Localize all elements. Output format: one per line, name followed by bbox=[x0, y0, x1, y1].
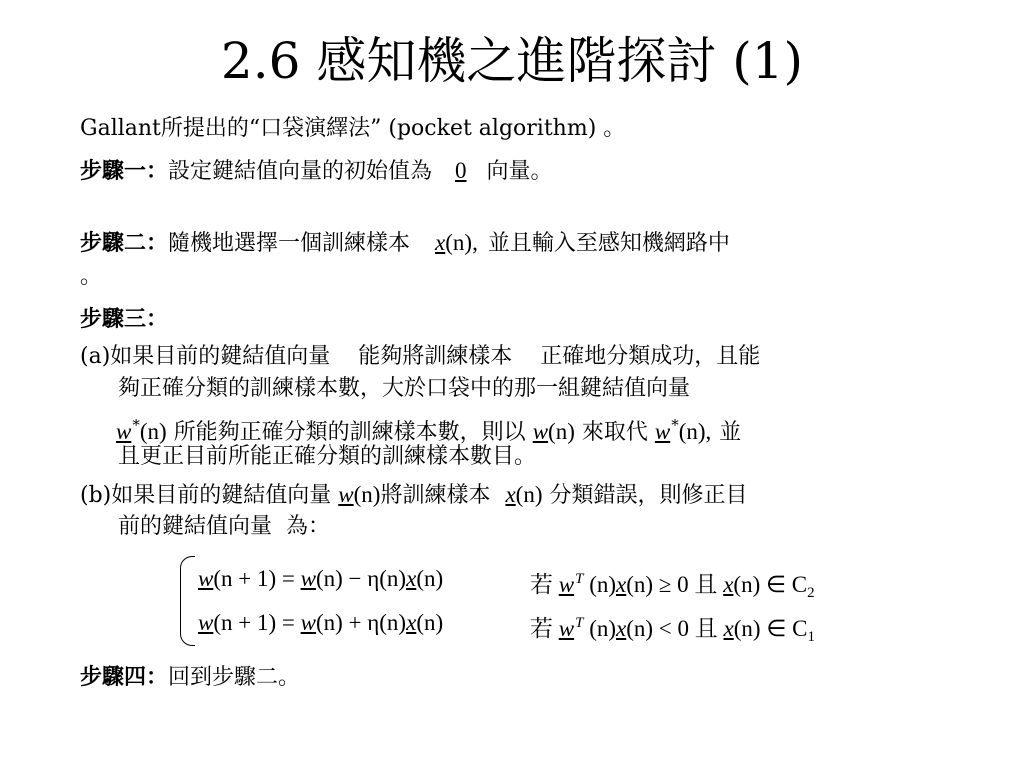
eq2-lhs: (n + 1) = bbox=[213, 610, 301, 635]
eq2-wT: w bbox=[558, 616, 575, 641]
step3a-text1: 如果目前的鍵結值向量 能夠將訓練樣本 正確地分類成功，且能 bbox=[110, 344, 761, 369]
step1-tail: 向量。 bbox=[486, 159, 553, 184]
step2-tail: 並且輸入至感知機網路中 bbox=[487, 231, 730, 256]
pocket-w: w bbox=[116, 419, 132, 444]
eq1-x-arg: (n) bbox=[416, 566, 444, 591]
step2-text: 隨機地選擇一個訓練樣本 bbox=[168, 231, 411, 256]
eq1-class-sub: 2 bbox=[807, 585, 815, 601]
eq2-condition bbox=[530, 608, 815, 652]
step3b-line2 bbox=[118, 512, 330, 542]
step3b-text1: 如果目前的鍵結值向量 bbox=[111, 483, 332, 508]
step1-line bbox=[80, 156, 553, 187]
step4-text: 回到步驟二。 bbox=[168, 665, 301, 690]
eq1-lhs: (n + 1) = bbox=[213, 566, 301, 591]
step3a-line1 bbox=[80, 342, 760, 372]
step3b-text2: 將訓練樣本 bbox=[380, 483, 491, 508]
b-x: x bbox=[505, 482, 516, 507]
step3b-text3: 分類錯誤，則修正目 bbox=[549, 483, 748, 508]
step3a-mid2: 來取代 bbox=[581, 420, 648, 445]
eq2-x3: x bbox=[723, 616, 734, 641]
step3-label: 步驟三： bbox=[80, 306, 169, 332]
step1-text: 設定鍵結值向量的初始值為 bbox=[168, 159, 433, 184]
eq2-rhs: (n) + η(n) bbox=[315, 610, 407, 635]
slide-title: 2.6 感知機之進階探討 (1) bbox=[220, 32, 804, 90]
b-x-arg: (n) bbox=[515, 482, 543, 507]
eq2-wT-arg: (n) bbox=[589, 616, 617, 641]
eq1-rhs: (n) − η(n) bbox=[315, 566, 407, 591]
step3-line bbox=[80, 304, 168, 335]
eq2-w-rhs: w bbox=[300, 610, 316, 635]
step3a-prefix: (a) bbox=[80, 344, 111, 369]
pocket-arg: (n) bbox=[139, 419, 167, 444]
eq2-if: 若 bbox=[530, 616, 553, 641]
eq1-x2: x bbox=[616, 572, 627, 597]
intro-line bbox=[80, 114, 625, 144]
step2-end bbox=[80, 262, 102, 292]
b-w: w bbox=[338, 482, 354, 507]
intro-text: Gallant所提出的“口袋演繹法” (pocket algorithm) 。 bbox=[80, 116, 626, 141]
step3b-prefix: (b) bbox=[80, 483, 112, 508]
eq2-x3-arg: (n) ∈ C bbox=[733, 616, 808, 641]
eq2-T: T bbox=[575, 615, 584, 631]
pocket-w2: w bbox=[654, 419, 671, 444]
step3b-text4: 前的鍵結值向量 為： bbox=[118, 514, 330, 539]
eq1-w-rhs: w bbox=[300, 566, 316, 591]
update-equation-1 bbox=[198, 564, 815, 601]
eq1-x: x bbox=[406, 566, 417, 591]
update-equation-2 bbox=[198, 608, 815, 645]
x-symbol: x bbox=[435, 230, 446, 255]
eq1-condition bbox=[530, 564, 815, 608]
equation-brace bbox=[180, 556, 195, 646]
step3a-text2: 夠正確分類的訓練樣本數，大於口袋中的那一組鍵結值向量 bbox=[118, 376, 691, 401]
eq1-w-lhs: w bbox=[198, 566, 214, 591]
eq1-wT-arg: (n) bbox=[589, 572, 617, 597]
pocket-arg2: (n), bbox=[678, 419, 712, 444]
step2-line bbox=[80, 228, 730, 259]
eq2-x-arg: (n) bbox=[416, 610, 444, 635]
step3a-line2 bbox=[118, 374, 690, 404]
x-arg: (n), bbox=[445, 230, 478, 255]
eq2-x2-arg: (n) < 0 且 bbox=[626, 616, 718, 641]
eq2-class-sub: 1 bbox=[807, 629, 815, 645]
step3a-end: 並 bbox=[719, 420, 742, 445]
b-w-arg: (n) bbox=[353, 482, 381, 507]
step3a-line4 bbox=[118, 442, 536, 472]
eq1-x3: x bbox=[723, 572, 734, 597]
pocket-star2: * bbox=[671, 416, 679, 434]
current-w: w bbox=[532, 419, 549, 444]
zero-vector: 0 bbox=[455, 158, 467, 183]
eq2-x2: x bbox=[616, 616, 627, 641]
step1-label: 步驟一： bbox=[80, 158, 169, 184]
eq2-x: x bbox=[406, 610, 417, 635]
current-arg: (n) bbox=[548, 419, 575, 444]
step3a-text4: 且更正目前所能正確分類的訓練樣本數目。 bbox=[118, 444, 537, 469]
step4-line bbox=[80, 662, 300, 693]
eq1-x3-arg: (n) ∈ C bbox=[733, 572, 808, 597]
eq1-if: 若 bbox=[530, 572, 553, 597]
step2-end-text: 。 bbox=[80, 264, 103, 289]
step2-label: 步驟二： bbox=[80, 230, 169, 256]
step4-label: 步驟四： bbox=[80, 664, 169, 690]
eq2-w-lhs: w bbox=[198, 610, 214, 635]
pocket-star: * bbox=[132, 416, 140, 434]
eq1-wT: w bbox=[558, 572, 575, 597]
eq1-x2-arg: (n) ≥ 0 且 bbox=[626, 572, 718, 597]
eq1-T: T bbox=[575, 571, 584, 587]
step3a-mid1: 所能夠正確分類的訓練樣本數，則以 bbox=[173, 420, 526, 445]
step3b-line1 bbox=[80, 480, 748, 511]
